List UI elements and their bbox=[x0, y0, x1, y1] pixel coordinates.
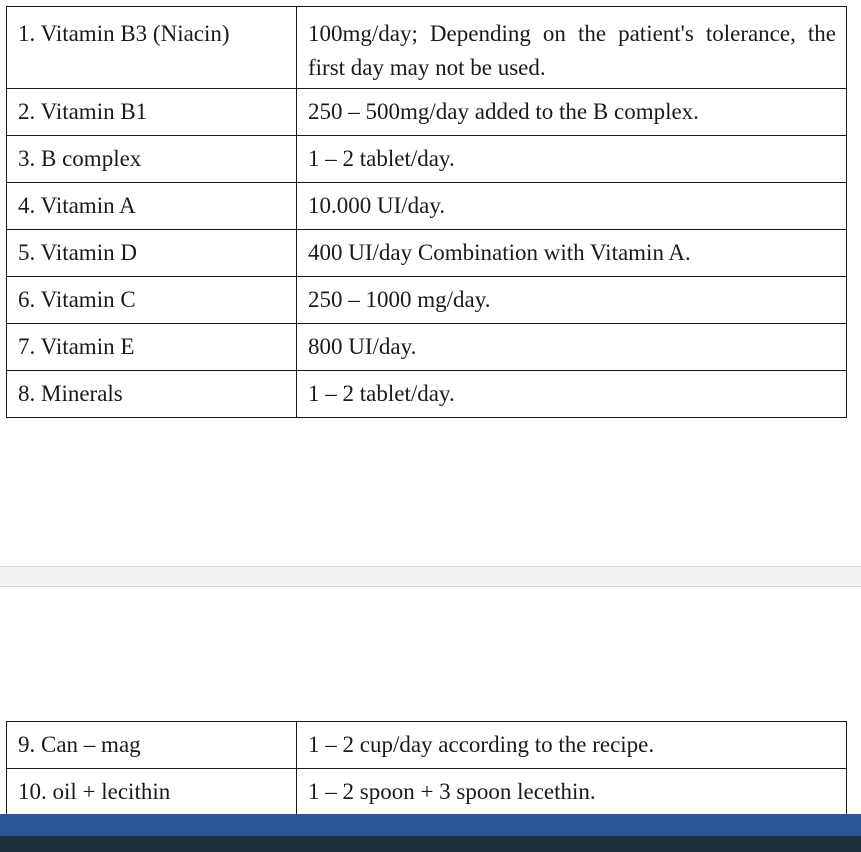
supplement-name-cell: 10. oil + lecithin bbox=[7, 769, 297, 816]
dosage-cell: 1 – 2 tablet/day. bbox=[297, 136, 847, 183]
table-row bbox=[7, 769, 847, 816]
dosage-cell: 10.000 UI/day. bbox=[297, 183, 847, 230]
supplement-name-cell: 1. Vitamin B3 (Niacin) bbox=[7, 7, 297, 89]
supplement-name-cell: 6. Vitamin C bbox=[7, 277, 297, 324]
table-row bbox=[7, 371, 847, 418]
dosage-cell: 800 UI/day. bbox=[297, 324, 847, 371]
dosage-cell: 250 – 1000 mg/day. bbox=[297, 277, 847, 324]
dosage-cell: 1 – 2 tablet/day. bbox=[297, 371, 847, 418]
page-break-gap bbox=[0, 566, 861, 587]
status-bar bbox=[0, 814, 861, 852]
table-row bbox=[7, 324, 847, 371]
supplement-table-part-2 bbox=[6, 721, 847, 816]
dosage-cell: 400 UI/day Combination with Vitamin A. bbox=[297, 230, 847, 277]
status-bar-strip bbox=[0, 814, 861, 836]
dosage-cell: 100mg/day; Depending on the patient's tolerance, the first day may not be used. bbox=[297, 7, 847, 89]
supplement-name-cell: 3. B complex bbox=[7, 136, 297, 183]
supplement-name-cell: 5. Vitamin D bbox=[7, 230, 297, 277]
document-page-2 bbox=[0, 587, 861, 814]
table-row bbox=[7, 277, 847, 324]
supplement-name-cell: 4. Vitamin A bbox=[7, 183, 297, 230]
supplement-table-part-1 bbox=[6, 6, 847, 418]
supplement-name-cell: 9. Can – mag bbox=[7, 722, 297, 769]
supplement-name-cell: 7. Vitamin E bbox=[7, 324, 297, 371]
supplement-name-cell: 2. Vitamin B1 bbox=[7, 89, 297, 136]
taskbar-strip bbox=[0, 836, 861, 852]
dosage-cell: 1 – 2 cup/day according to the recipe. bbox=[297, 722, 847, 769]
table-row bbox=[7, 136, 847, 183]
table-row bbox=[7, 183, 847, 230]
table-row bbox=[7, 230, 847, 277]
dosage-cell: 1 – 2 spoon + 3 spoon lecethin. bbox=[297, 769, 847, 816]
supplement-name-cell: 8. Minerals bbox=[7, 371, 297, 418]
table-row bbox=[7, 7, 847, 89]
table-row bbox=[7, 89, 847, 136]
table-row bbox=[7, 722, 847, 769]
dosage-cell: 250 – 500mg/day added to the B complex. bbox=[297, 89, 847, 136]
